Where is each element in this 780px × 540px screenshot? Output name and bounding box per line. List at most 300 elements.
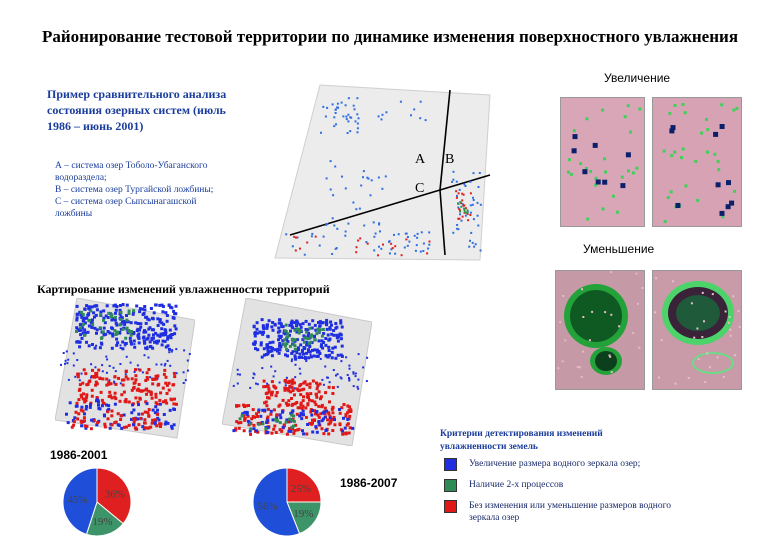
map-speckle <box>263 401 266 404</box>
map-speckle <box>67 359 69 361</box>
map-speckle <box>602 207 605 210</box>
map-speckle <box>293 393 296 396</box>
map-speckle <box>477 225 479 227</box>
map-speckle <box>301 350 304 353</box>
map-speckle <box>302 410 305 413</box>
map-speckle <box>331 392 334 395</box>
map-speckle <box>132 409 135 412</box>
map-speckle <box>315 393 318 396</box>
map-speckle <box>348 432 351 435</box>
map-speckle <box>596 180 601 185</box>
map-speckle <box>171 333 174 336</box>
map-speckle <box>314 338 317 341</box>
map-speckle <box>698 358 700 360</box>
map-speckle <box>602 180 607 185</box>
map-speckle <box>293 321 296 324</box>
map-speckle <box>294 348 297 351</box>
map-speckle <box>320 132 322 134</box>
map-speckle <box>121 341 124 344</box>
map-speckle <box>667 196 670 199</box>
map-speckle <box>357 388 359 390</box>
map-speckle <box>357 123 359 125</box>
map-speckle <box>305 331 308 334</box>
pie-chart-1986-2007 <box>246 465 328 540</box>
map-speckle <box>329 416 332 419</box>
map-speckle <box>249 428 252 431</box>
map-speckle <box>270 366 272 368</box>
map-speckle <box>235 405 238 408</box>
map-speckle <box>173 375 176 378</box>
map-speckle <box>243 417 246 420</box>
map-speckle <box>255 429 258 432</box>
map-speckle <box>285 342 288 345</box>
map-speckle <box>337 340 340 343</box>
map-speckle <box>169 329 172 332</box>
criteria-text-two-processes: Наличие 2-х процессов <box>469 480 564 490</box>
map-speckle <box>113 329 116 332</box>
map-speckle <box>92 311 95 314</box>
map-speckle <box>317 405 320 408</box>
map-speckle <box>366 380 368 382</box>
map-speckle <box>732 109 735 112</box>
pie-slice-label: 25% <box>290 483 311 496</box>
map-speckle <box>295 324 298 327</box>
map-speckle <box>95 345 97 347</box>
map-speckle <box>610 271 612 273</box>
map-speckle <box>256 328 259 331</box>
map-speckle <box>144 379 147 382</box>
map-speckle <box>103 327 106 330</box>
map-speckle <box>168 348 171 351</box>
map-speckle <box>603 157 606 160</box>
map-speckle <box>696 328 698 330</box>
map-speckle <box>168 389 171 392</box>
map-speckle <box>164 328 167 331</box>
map-speckle <box>119 363 121 365</box>
map-speckle <box>237 373 239 375</box>
map-speckle <box>169 365 171 367</box>
map-speckle <box>74 376 76 378</box>
map-speckle <box>157 384 160 387</box>
map-speckle <box>347 422 350 425</box>
map-speckle <box>323 384 325 386</box>
map-speckle <box>381 188 383 190</box>
map-speckle <box>585 117 588 120</box>
map-speckle <box>75 411 78 414</box>
map-speckle <box>318 325 321 328</box>
map-speckle <box>468 246 470 248</box>
map-speckle <box>273 375 275 377</box>
map-speckle <box>293 338 296 341</box>
map-speckle <box>120 311 123 314</box>
map-speckle <box>655 277 657 279</box>
map-speckle <box>132 423 135 426</box>
map-speckle <box>156 413 159 416</box>
map-speckle <box>66 362 68 364</box>
map-speckle <box>654 311 656 313</box>
map-speckle <box>305 360 307 362</box>
map-speckle <box>346 411 349 414</box>
zone-label-b: B <box>445 152 455 167</box>
map-speckle <box>609 356 611 358</box>
map-speckle <box>103 414 106 417</box>
map-speckle <box>95 375 98 378</box>
map-speckle <box>167 422 170 425</box>
map-speckle <box>115 322 118 325</box>
map-speckle <box>85 393 88 396</box>
map-speckle <box>394 245 396 247</box>
map-speckle <box>324 391 327 394</box>
map-speckle <box>113 421 116 424</box>
map-speckle <box>632 332 634 334</box>
map-speckle <box>238 427 241 430</box>
map-speckle <box>151 317 154 320</box>
change-map-1986-2007 <box>222 298 372 446</box>
map-speckle <box>694 160 697 163</box>
map-speckle <box>138 389 141 392</box>
map-speckle <box>107 404 110 407</box>
map-speckle <box>333 225 335 227</box>
map-speckle <box>286 433 289 436</box>
map-speckle <box>472 204 474 206</box>
map-speckle <box>106 304 109 307</box>
map-speckle <box>114 392 117 395</box>
map-speckle <box>78 388 81 391</box>
map-speckle <box>459 189 461 191</box>
map-speckle <box>292 415 295 418</box>
map-speckle <box>170 398 173 401</box>
map-speckle <box>332 103 334 105</box>
map-speckle <box>266 346 269 349</box>
map-speckle <box>302 357 304 359</box>
map-speckle <box>157 324 160 327</box>
map-speckle <box>256 348 259 351</box>
map-speckle <box>155 424 158 427</box>
map-speckle <box>334 166 336 168</box>
map-speckle <box>642 287 644 289</box>
map-speckle <box>160 327 163 330</box>
map-speckle <box>254 340 257 343</box>
map-speckle <box>115 338 118 341</box>
map-speckle <box>166 320 169 323</box>
map-speckle <box>299 393 302 396</box>
criteria-heading: Критерии детектирования изменений увлажненности земель <box>440 429 603 452</box>
map-speckle <box>96 308 99 311</box>
map-speckle <box>291 404 294 407</box>
map-speckle <box>355 373 357 375</box>
map-speckle <box>85 341 88 344</box>
map-speckle <box>276 391 279 394</box>
map-speckle <box>302 322 305 325</box>
map-speckle <box>132 313 135 316</box>
map-speckle <box>314 425 317 428</box>
map-speckle <box>73 416 76 419</box>
map-speckle <box>275 394 278 397</box>
map-speckle <box>91 395 94 398</box>
map-speckle <box>272 341 275 344</box>
map-speckle <box>292 245 294 247</box>
map-speckle <box>333 369 335 371</box>
map-speckle <box>108 395 111 398</box>
map-speckle <box>706 151 709 154</box>
map-speckle <box>92 375 95 378</box>
map-speckle <box>80 395 83 398</box>
map-speckle <box>99 407 102 410</box>
map-speckle <box>345 104 347 106</box>
map-speckle <box>385 175 387 177</box>
map-speckle <box>331 429 334 432</box>
map-speckle <box>301 429 304 432</box>
map-speckle <box>326 177 328 179</box>
zone-label-a: A <box>415 152 426 167</box>
map-speckle <box>345 187 347 189</box>
map-speckle <box>125 319 128 322</box>
map-speckle <box>144 411 147 414</box>
map-speckle <box>357 240 359 242</box>
map-speckle <box>305 416 308 419</box>
map-speckle <box>108 332 111 335</box>
map-speckle <box>269 341 272 344</box>
map-speckle <box>461 199 463 201</box>
map-speckle <box>235 420 238 423</box>
map-speckle <box>91 305 94 308</box>
map-speckle <box>167 344 170 347</box>
map-speckle <box>266 431 269 434</box>
map-speckle <box>311 235 313 237</box>
map-speckle <box>426 252 428 254</box>
map-speckle <box>473 199 475 201</box>
map-speckle <box>134 396 137 399</box>
map-speckle <box>347 223 349 225</box>
map-speckle <box>290 352 293 355</box>
map-speckle <box>293 236 295 238</box>
map-speckle <box>296 327 299 330</box>
map-speckle <box>159 403 162 406</box>
map-speckle <box>734 354 736 356</box>
map-speckle <box>341 355 344 358</box>
map-speckle <box>335 109 337 111</box>
map-speckle <box>119 323 122 326</box>
map-speckle <box>187 360 189 362</box>
map-speckle <box>706 352 708 354</box>
pie-slice-label: 45% <box>67 493 88 506</box>
map-speckle <box>357 127 359 129</box>
map-speckle <box>713 132 718 137</box>
map-speckle <box>306 403 309 406</box>
map-speckle <box>338 408 341 411</box>
map-speckle <box>155 401 158 404</box>
map-speckle <box>315 410 318 413</box>
map-speckle <box>148 318 151 321</box>
map-speckle <box>373 249 375 251</box>
map-speckle <box>341 430 344 433</box>
map-speckle <box>706 128 709 131</box>
map-speckle <box>732 295 734 297</box>
zones-legend <box>55 160 215 220</box>
map-speckle <box>73 420 76 423</box>
map-speckle <box>272 418 275 421</box>
map-speckle <box>582 316 584 318</box>
map-speckle <box>342 417 345 420</box>
map-speckle <box>294 376 296 378</box>
map-speckle <box>66 350 68 352</box>
map-speckle <box>259 415 262 418</box>
map-speckle <box>341 433 344 436</box>
map-speckle <box>452 179 454 181</box>
map-speckle <box>691 302 693 304</box>
map-speckle <box>68 379 70 381</box>
map-speckle <box>131 403 134 406</box>
map-speckle <box>341 102 343 104</box>
map-speckle <box>73 365 75 367</box>
map-speckle <box>110 326 113 329</box>
map-speckle <box>581 288 583 290</box>
map-speckle <box>277 327 280 330</box>
map-speckle <box>83 398 86 401</box>
map-speckle <box>672 280 674 282</box>
map-speckle <box>101 364 103 366</box>
map-speckle <box>326 328 329 331</box>
map-speckle <box>175 327 178 330</box>
map-speckle <box>91 389 94 392</box>
map-speckle <box>154 332 157 335</box>
map-speckle <box>308 323 311 326</box>
map-speckle <box>100 343 103 346</box>
map-speckle <box>64 363 66 365</box>
map-speckle <box>310 336 313 339</box>
map-speckle <box>80 409 83 412</box>
map-speckle <box>283 338 286 341</box>
map-speckle <box>306 242 308 244</box>
map-speckle <box>317 328 320 331</box>
map-speckle <box>150 393 153 396</box>
map-speckle <box>337 103 339 105</box>
map-speckle <box>604 311 606 313</box>
map-speckle <box>106 410 109 413</box>
map-speckle <box>147 334 150 337</box>
map-speckle <box>357 386 359 388</box>
map-speckle <box>121 347 124 350</box>
map-speckle <box>322 328 325 331</box>
map-speckle <box>163 373 166 376</box>
map-speckle <box>455 190 457 192</box>
map-speckle <box>143 312 146 315</box>
map-speckle <box>611 371 613 373</box>
map-speckle <box>125 426 128 429</box>
map-speckle <box>133 343 135 345</box>
map-speckle <box>310 414 313 417</box>
map-speckle <box>330 333 333 336</box>
map-speckle <box>321 335 324 338</box>
map-speckle <box>700 132 703 135</box>
map-speckle <box>410 114 412 116</box>
map-speckle <box>163 413 166 416</box>
map-speckle <box>119 318 122 321</box>
map-speckle <box>306 396 309 399</box>
map-speckle <box>322 432 325 435</box>
map-speckle <box>636 167 639 170</box>
map-speckle <box>285 324 288 327</box>
map-speckle <box>75 330 78 333</box>
map-speckle <box>114 403 117 406</box>
map-speckle <box>318 352 321 355</box>
map-speckle <box>349 130 351 132</box>
map-speckle <box>618 325 620 327</box>
map-speckle <box>344 432 347 435</box>
map-speckle <box>393 234 395 236</box>
map-speckle <box>330 160 332 162</box>
map-speckle <box>272 329 275 332</box>
map-speckle <box>334 322 337 325</box>
map-speckle <box>423 243 425 245</box>
map-speckle <box>302 432 305 435</box>
map-speckle <box>459 201 461 203</box>
map-speckle <box>173 312 176 315</box>
map-speckle <box>620 183 625 188</box>
map-speckle <box>284 353 287 356</box>
pie-slice-label: 19% <box>92 515 113 528</box>
map-speckle <box>703 320 705 322</box>
map-speckle <box>119 418 122 421</box>
map-speckle <box>261 422 264 425</box>
map-speckle <box>579 366 581 368</box>
map-speckle <box>145 388 148 391</box>
map-speckle <box>102 319 105 322</box>
map-speckle <box>318 423 321 426</box>
map-speckle <box>461 220 463 222</box>
map-speckle <box>354 108 356 110</box>
map-speckle <box>279 421 282 424</box>
map-speckle <box>125 370 128 373</box>
map-speckle <box>268 397 271 400</box>
map-speckle <box>357 379 359 381</box>
map-speckle <box>112 304 115 307</box>
map-speckle <box>80 311 83 314</box>
map-speckle <box>401 254 403 256</box>
map-speckle <box>265 385 268 388</box>
map-speckle <box>303 347 306 350</box>
map-speckle <box>120 414 123 417</box>
map-speckle <box>168 351 170 353</box>
map-speckle <box>321 404 324 407</box>
map-speckle <box>147 368 150 371</box>
map-speckle <box>143 305 146 308</box>
map-speckle <box>78 345 81 348</box>
map-speckle <box>87 313 90 316</box>
map-speckle <box>324 337 327 340</box>
map-speckle <box>278 318 281 321</box>
map-speckle <box>97 404 100 407</box>
map-speckle <box>331 408 334 411</box>
map-speckle <box>126 304 129 307</box>
map-speckle <box>79 333 82 336</box>
map-speckle <box>275 431 278 434</box>
map-speckle <box>159 335 162 338</box>
map-speckle <box>674 104 677 107</box>
map-speckle <box>726 204 731 209</box>
map-speckle <box>604 171 607 174</box>
map-speckle <box>348 377 350 379</box>
map-speckle <box>559 321 561 323</box>
map-speckle <box>152 328 155 331</box>
map-speckle <box>257 383 259 385</box>
map-speckle <box>146 376 149 379</box>
map-speckle <box>311 233 313 235</box>
map-speckle <box>253 424 256 427</box>
map-speckle <box>366 177 368 179</box>
map-speckle <box>330 324 333 327</box>
map-speckle <box>334 346 337 349</box>
